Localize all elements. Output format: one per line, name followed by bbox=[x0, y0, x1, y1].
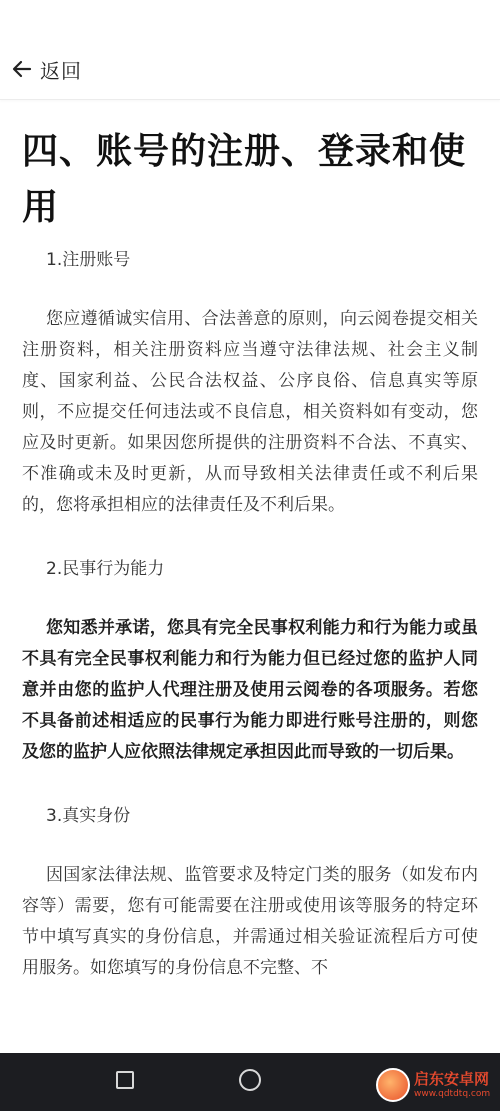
watermark-url: www.qdtdtq.com bbox=[414, 1089, 491, 1099]
section-heading: 2.民事行为能力 bbox=[46, 559, 165, 579]
article-title: 四、账号的注册、登录和使用 bbox=[22, 131, 467, 228]
back-button[interactable] bbox=[10, 52, 82, 86]
section-paragraph-bold: 您知悉并承诺，您具有完全民事权利能力和行为能力或虽不具有完全民事权利能力和行为能力但已经过您的监护人同意并由您的监护人代理注册及使用云阅卷的各项服务。若您不具备前述相适应的民事行为能力即进行账号注册的，则您及您的监护人应依照法律规定承担因此而导致的一切后果。 bbox=[22, 618, 478, 762]
section-paragraph: 您应遵循诚实信用、合法善意的原则，向云阅卷提交相关注册资料，相关注册资料应当遵守法律法规、社会主义制度、国家利益、公民合法权益、公序良俗、信息真实等原则，不应提交任何违法或不良信息，相关资料如有变动，您应及时更新。如果因您所提供的注册资料不合法、不真实、不准确或未及时更新，从而导致相关法律责任或不利后果的，您将承担相应的法律责任及不利后果。 bbox=[22, 309, 478, 515]
arrow-left-icon bbox=[10, 57, 34, 81]
site-watermark bbox=[376, 1065, 494, 1105]
section-heading: 3.真实身份 bbox=[46, 806, 131, 826]
back-label: 返回 bbox=[40, 58, 82, 83]
section-heading: 1.注册账号 bbox=[46, 250, 131, 270]
section-paragraph: 因国家法律法规、监管要求及特定门类的服务（如发布内容等）需要，您有可能需要在注册或使用该等服务的特定环节中填写真实的身份信息，并需通过相关验证流程后方可使用服务。如您填写的身份信息不完整、不 bbox=[22, 865, 478, 978]
watermark-name: 启东安卓网 bbox=[414, 1070, 490, 1088]
home-button[interactable] bbox=[239, 1069, 261, 1091]
top-app-bar bbox=[0, 0, 500, 100]
article-scroll-area[interactable] bbox=[0, 100, 500, 1053]
recent-apps-button[interactable] bbox=[116, 1071, 134, 1089]
watermark-logo-icon bbox=[376, 1068, 410, 1102]
system-navigation-bar bbox=[0, 1053, 500, 1111]
